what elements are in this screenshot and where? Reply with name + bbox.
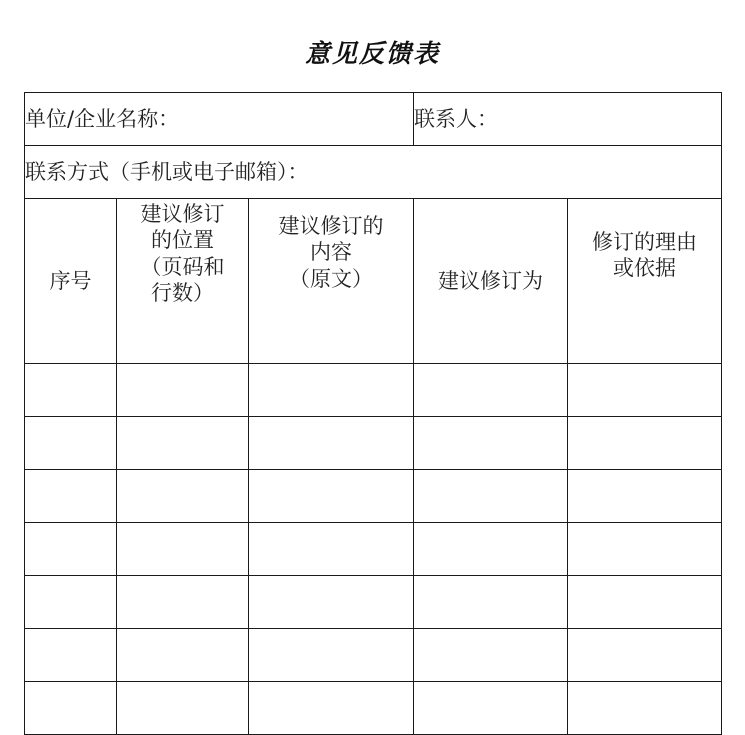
header-line: （原文） [289, 266, 373, 291]
header-line: 行数） [151, 280, 214, 305]
serial-cell[interactable] [25, 417, 117, 470]
suggested-revision-cell[interactable] [414, 629, 568, 682]
header-serial-number [25, 199, 117, 364]
form-title: 意见反馈表 [304, 39, 440, 68]
serial-cell[interactable] [25, 523, 117, 576]
unit-name-field[interactable] [25, 93, 414, 146]
location-cell[interactable] [117, 364, 249, 417]
reason-cell[interactable] [568, 364, 722, 417]
serial-cell[interactable] [25, 576, 117, 629]
header-line: 的位置 [151, 228, 214, 253]
location-cell[interactable] [117, 576, 249, 629]
suggested-revision-cell[interactable] [414, 523, 568, 576]
reason-cell[interactable] [568, 523, 722, 576]
original-content-cell[interactable] [249, 629, 414, 682]
contact-method-field[interactable] [25, 146, 722, 199]
suggested-revision-cell[interactable] [414, 470, 568, 523]
location-cell[interactable] [117, 523, 249, 576]
contact-person-field[interactable] [414, 93, 722, 146]
header-original-content [249, 199, 414, 364]
header-reason [568, 199, 722, 364]
reason-cell[interactable] [568, 417, 722, 470]
feedback-form-table [24, 92, 722, 735]
contact-person-label: 联系人： [414, 106, 499, 131]
location-cell[interactable] [117, 629, 249, 682]
serial-cell[interactable] [25, 682, 117, 735]
header-suggested-revision [414, 199, 568, 364]
table-row [25, 682, 722, 735]
header-line: 序号 [49, 268, 92, 293]
header-line: 建议修订 [140, 202, 225, 226]
contact-method-row [25, 146, 722, 199]
reason-cell[interactable] [568, 470, 722, 523]
reason-cell[interactable] [568, 576, 722, 629]
original-content-cell[interactable] [249, 364, 414, 417]
suggested-revision-cell[interactable] [414, 576, 568, 629]
location-cell[interactable] [117, 417, 249, 470]
location-cell[interactable] [117, 470, 249, 523]
original-content-cell[interactable] [249, 682, 414, 735]
original-content-cell[interactable] [249, 523, 414, 576]
table-row [25, 523, 722, 576]
table-row [25, 576, 722, 629]
header-line: 修订的理由 [592, 230, 698, 254]
table-row [25, 364, 722, 417]
original-content-cell[interactable] [249, 576, 414, 629]
header-line: 或依据 [613, 256, 677, 281]
reason-cell[interactable] [568, 629, 722, 682]
table-header-row [25, 199, 722, 364]
serial-cell[interactable] [25, 364, 117, 417]
header-location [117, 199, 249, 364]
header-line: （页码和 [140, 254, 225, 279]
reason-cell[interactable] [568, 682, 722, 735]
suggested-revision-cell[interactable] [414, 417, 568, 470]
serial-cell[interactable] [25, 629, 117, 682]
table-row [25, 629, 722, 682]
header-line: 建议修订为 [438, 268, 544, 293]
original-content-cell[interactable] [249, 470, 414, 523]
serial-cell[interactable] [25, 470, 117, 523]
unit-contact-row [25, 93, 722, 146]
header-line: 内容 [310, 240, 352, 265]
table-row [25, 470, 722, 523]
header-line: 建议修订的 [278, 214, 384, 238]
suggested-revision-cell[interactable] [414, 682, 568, 735]
original-content-cell[interactable] [249, 417, 414, 470]
unit-name-label: 单位/企业名称： [25, 106, 180, 131]
suggested-revision-cell[interactable] [414, 364, 568, 417]
table-row [25, 417, 722, 470]
location-cell[interactable] [117, 682, 249, 735]
contact-method-label: 联系方式（手机或电子邮箱）： [25, 159, 309, 184]
